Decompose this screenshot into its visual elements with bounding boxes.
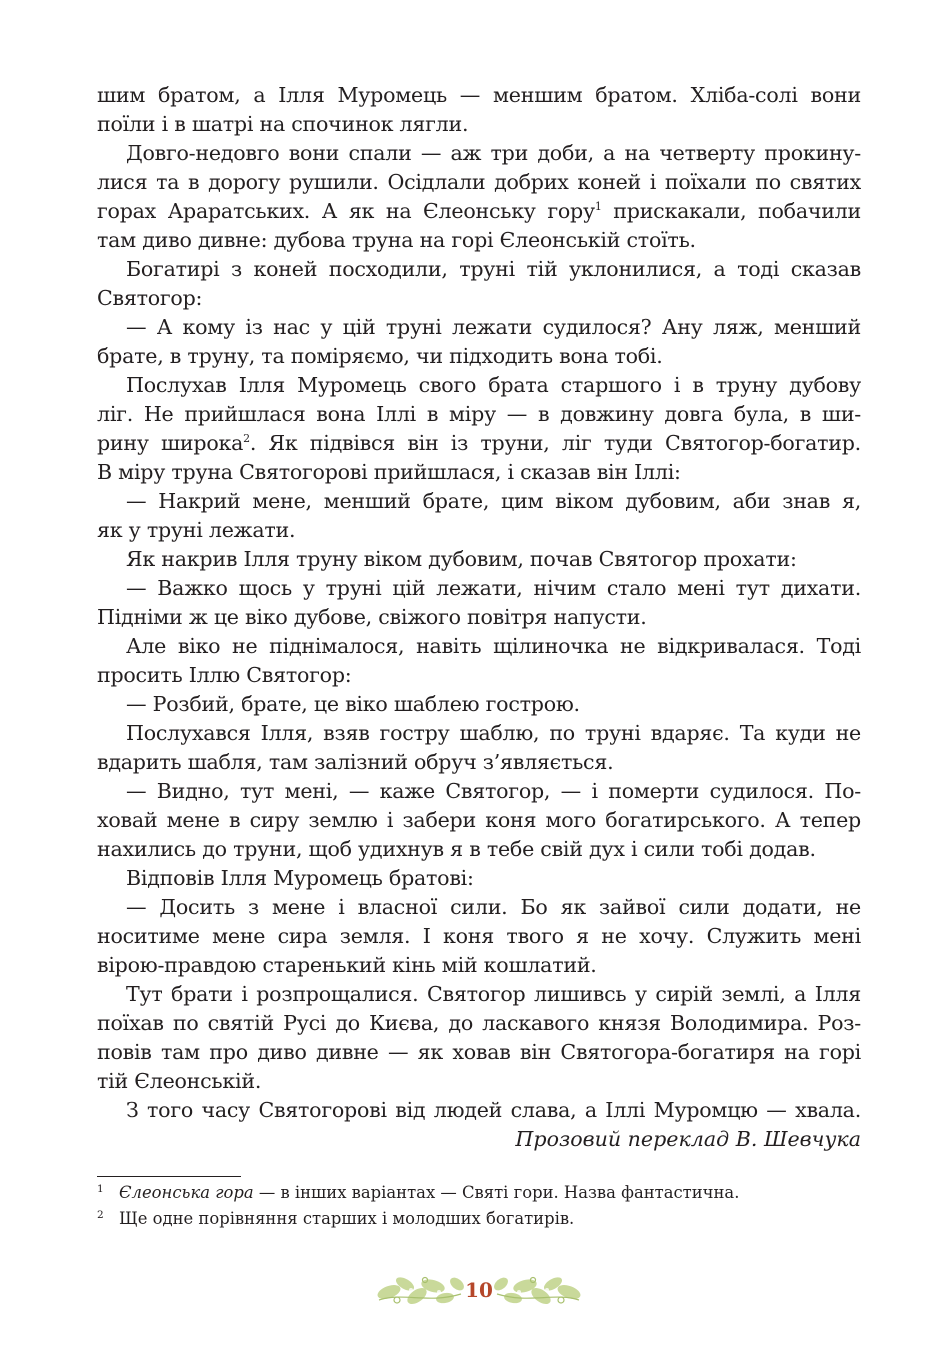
text-line: вірою-правдою старенький кінь мій кошлатий. <box>97 953 597 977</box>
text-line: носитиме мене сира земля. І коня твого я не хочу. Служить мені <box>97 924 861 948</box>
text-line-with-footnote <box>97 197 861 226</box>
page-number: 10 <box>465 1278 493 1302</box>
text-line: — Розбий, брате, це віко шаблею гострою. <box>126 692 580 716</box>
footnote-number: 1 <box>97 1183 104 1195</box>
footnote-body: — в інших варіантах — Святі гори. Назва фантастична. <box>253 1183 740 1202</box>
text-line: тій Єлеонській. <box>97 1069 262 1093</box>
footnote-text <box>119 1181 739 1205</box>
text-line: — Накрий мене, менший брате, цим віком дубовим, аби знав я, <box>126 489 861 513</box>
text-line: поїхав по святій Русі до Києва, до ласкавого князя Володимира. Роз- <box>97 1011 861 1035</box>
text-line: Тут брати і розпрощалися. Святогор лишивсь у сирій землі, а Ілля <box>126 982 861 1006</box>
text-line: Підніми ж це віко дубове, свіжого повітря напусти. <box>97 605 647 629</box>
paragraph-11 <box>97 719 861 777</box>
text-line: З того часу Святогорові від людей слава, а Іллі Муромцю — хвала. <box>126 1098 861 1122</box>
paragraph-6 <box>97 487 861 545</box>
text-line: поїли і в шатрі на спочинок лягли. <box>97 112 469 136</box>
paragraph-13 <box>97 864 861 893</box>
text-line: Довго-недовго вони спали — аж три доби, а на четверту прокину- <box>126 141 861 165</box>
text-line: Богатирі з коней посходили, труні тій уклонилися, а тоді сказав <box>126 257 861 281</box>
main-text <box>97 81 861 1154</box>
text-line: лися та в дорогу рушили. Осідлали добрих коней і поїхали по святих <box>97 170 861 194</box>
text-line: Але віко не піднімалося, навіть щілиночка не відкривалася. Тоді <box>126 634 861 658</box>
text-line: нахились до труни, щоб удихнув я в тебе свій дух і сили тобі додав. <box>97 837 816 861</box>
page-number-ornament <box>373 1270 585 1312</box>
text-line: Як накрив Ілля труну віком дубовим, почав Святогор прохати: <box>126 547 797 571</box>
paragraph-9 <box>97 632 861 690</box>
text-line: брате, в труну, та поміряємо, чи підходить вона тобі. <box>97 344 663 368</box>
text-segment: . Як підвівся він із труни, ліг туди Святогор-богатир. <box>249 431 861 455</box>
footnote-ref-2: 2 <box>243 432 250 446</box>
footnote-number: 2 <box>97 1209 104 1221</box>
paragraph-5 <box>97 371 861 487</box>
paragraph-12 <box>97 777 861 864</box>
text-line: — Важко щось у труні цій лежати, нічим стало мені тут дихати. <box>126 576 861 600</box>
paragraph-1 <box>97 81 861 139</box>
text-line: В міру труна Святогорові прийшлася, і сказав він Іллі: <box>97 460 681 484</box>
footnotes <box>97 1181 861 1233</box>
text-line: там диво дивне: дубова труна на горі Єлеонській стоїть. <box>97 228 696 252</box>
footnote-body: Ще одне порівняння старших і молодших богатирів. <box>119 1209 575 1228</box>
text-line: шим братом, а Ілля Муромець — меншим братом. Хліба-солі вони <box>97 83 861 107</box>
text-segment: прискакали, побачили <box>601 199 861 223</box>
text-line: Послухав Ілля Муромець свого брата старшого і в труну дубову <box>126 373 861 397</box>
text-segment: горах Араратських. А як на Єлеонську гору <box>97 199 595 223</box>
paragraph-7 <box>97 545 861 574</box>
text-line-with-footnote <box>97 429 861 458</box>
text-segment: рину широка <box>97 431 244 455</box>
paragraph-2 <box>97 139 861 255</box>
paragraph-8 <box>97 574 861 632</box>
text-line: просить Іллю Святогор: <box>97 663 352 687</box>
text-line: — Видно, тут мені, — каже Святогор, — і померти судилося. По- <box>126 779 861 803</box>
text-line: як у труні лежати. <box>97 518 296 542</box>
text-line: Відповів Ілля Муромець братові: <box>126 866 474 890</box>
footnote-ref-1: 1 <box>594 200 602 214</box>
paragraph-10 <box>97 690 861 719</box>
footnote-2 <box>97 1207 861 1233</box>
translation-attribution: Прозовий переклад В. Шевчука <box>515 1127 861 1151</box>
paragraph-16 <box>97 1096 861 1125</box>
text-line: — А кому із нас у цій труні лежати судилося? Ану ляж, менший <box>126 315 861 339</box>
paragraph-4 <box>97 313 861 371</box>
footnote-term: Єлеонська гора <box>119 1183 254 1202</box>
paragraph-14 <box>97 893 861 980</box>
footnote-text <box>119 1207 574 1231</box>
paragraph-3 <box>97 255 861 313</box>
footnote-1 <box>97 1181 861 1207</box>
text-line: ліг. Не прийшлася вона Іллі в міру — в довжину довга була, в ши- <box>97 402 861 426</box>
text-line: вдарить шабля, там залізний обруч з’являється. <box>97 750 614 774</box>
text-line: повів там про диво дивне — як ховав він Святогора-богатиря на горі <box>97 1040 861 1064</box>
text-line: — Досить з мене і власної сили. Бо як зайвої сили додати, не <box>126 895 861 919</box>
paragraph-15 <box>97 980 861 1096</box>
text-line: Святогор: <box>97 286 203 310</box>
text-line: ховай мене в сиру землю і забери коня мого богатирського. А тепер <box>97 808 861 832</box>
text-line: Послухався Ілля, взяв гостру шаблю, по труні вдаряє. Та куди не <box>126 721 861 745</box>
